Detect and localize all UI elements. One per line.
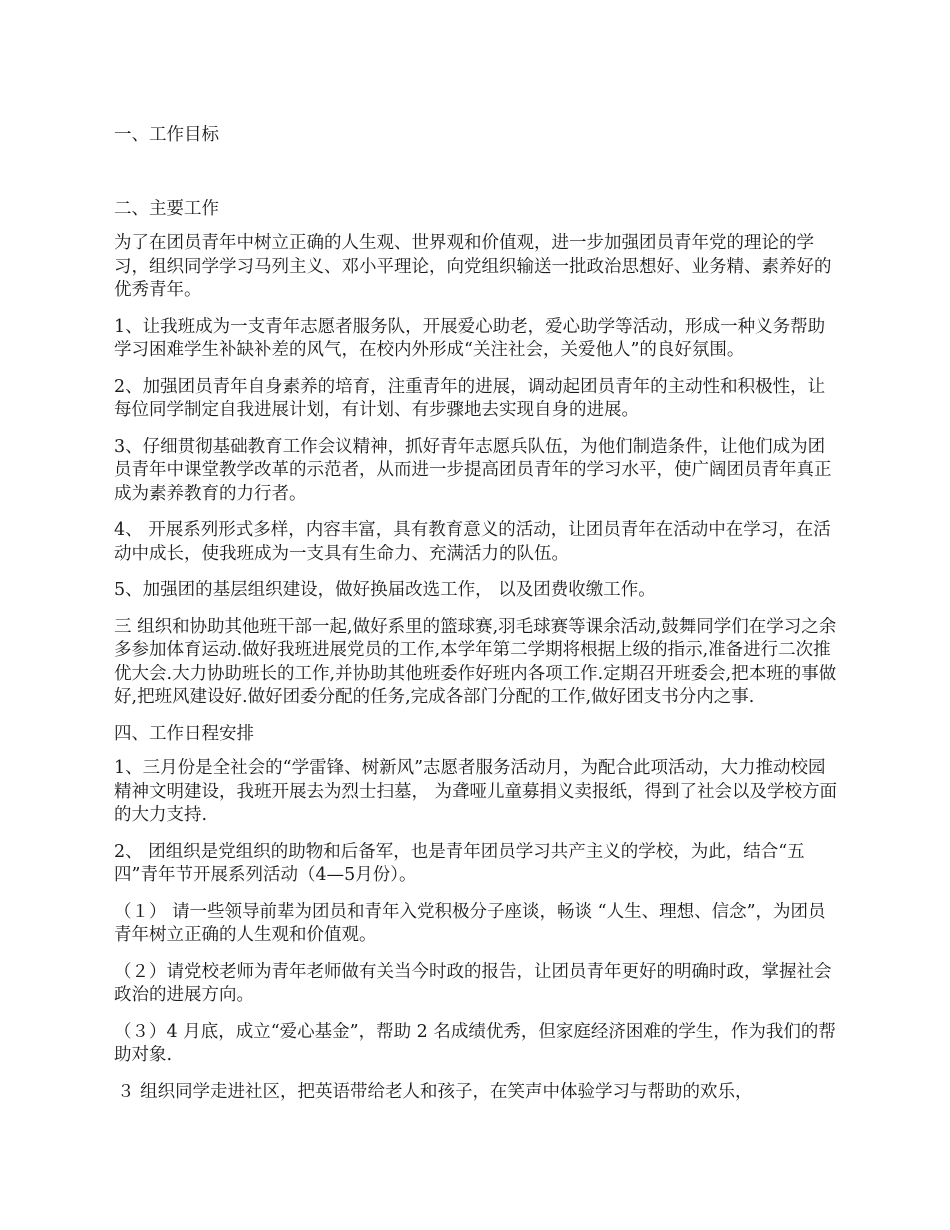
paragraph-sub-3: （３）4 月底，成立“爱心基金”，帮助 2 名成绩优秀，但家庭经济困难的学生，作为我们的帮助对象. (114, 1021, 836, 1065)
paragraph-item-2: 2、加强团员青年自身素养的培育，注重青年的进展，调动起团员青年的主动性和积极性，让每位同学制定自我进展计划，有计划、有步骤地去实现自身的进展。 (114, 376, 826, 420)
paragraph-item-5: 5、加强团的基层组织建设，做好换届改选工作， 以及团费收缴工作。 (114, 580, 656, 600)
paragraph-section-3: 三 组织和协助其他班干部一起,做好系里的篮球赛,羽毛球赛等课余活动,鼓舞同学们在学习之余多参加体育运动.做好我班进展党员的工作,本学年第二学期将根据上级的指示,准备进行二次推优大会.大力协助班长的工作,并协助其他班委作好班内各项工作.定期召开班委会,把本班的事做好,把班风建设好.做好团委分配的任务,完成各部门分配的工作,做好团支书分内之事. (114, 616, 837, 707)
paragraph-intro: 为了在团员青年中树立正确的人生观、世界观和价值观，进一步加强团员青年党的理论的学习，组织同学学习马列主义、邓小平理论，向党组织输送一批政治思想好、业务精、素养好的优秀青年。 (114, 233, 832, 300)
heading-main-work: 二、主要工作 (114, 198, 219, 219)
heading-work-goals: 一、工作目标 (114, 125, 219, 145)
document-body (114, 124, 842, 1117)
paragraph-sub-2: （２）请党校老师为青年老师做有关当今时政的报告，让团员青年更好的明确时政，掌握社会政治的进展方向。 (114, 961, 832, 1005)
paragraph-item-4: 4、 开展系列形式多样，内容丰富，具有教育意义的活动，让团员青年在活动中在学习，在活动中成长，使我班成为一支具有生命力、充满活力的队伍。 (114, 520, 831, 564)
paragraph-sub-1: （１） 请一些领导前辈为团员和青年入党积极分子座谈，畅谈 “人生、理想、信念”，为团员青年树立正确的人生观和价值观。 (114, 901, 826, 945)
paragraph-item-3: 3、仔细贯彻基础教育工作会议精神，抓好青年志愿兵队伍，为他们制造条件，让他们成为团员青年中课堂教学改革的示范者，从而进一步提高团员青年的学习水平，使广阔团员青年真正成为素养教育的力行者。 (114, 436, 832, 504)
paragraph-schedule-1: 1、三月份是全社会的“学雷锋、树新风”志愿者服务活动月，为配合此项活动，大力推动校园精神文明建设，我班开展去为烈士扫墓， 为聋哑儿童募捐义卖报纸，得到了社会以及学校方面的大力支持. (114, 758, 838, 825)
heading-work-schedule: 四、工作日程安排 (114, 723, 254, 744)
paragraph-item-1: 1、让我班成为一支青年志愿者服务队，开展爱心助老，爱心助学等活动，形成一种义务帮助学习困难学生补缺补差的风气，在校内外形成“关注社会，关爱他人”的良好氛围。 (114, 316, 826, 360)
paragraph-schedule-3: ３ 组织同学走进社区，把英语带给老人和孩子，在笑声中体验学习与帮助的欢乐， (117, 1081, 753, 1102)
paragraph-schedule-2: 2、 团组织是党组织的助物和后备军，也是青年团员学习共产主义的学校，为此，结合“五四”青年节开展系列活动（4—5月份）。 (114, 841, 805, 885)
